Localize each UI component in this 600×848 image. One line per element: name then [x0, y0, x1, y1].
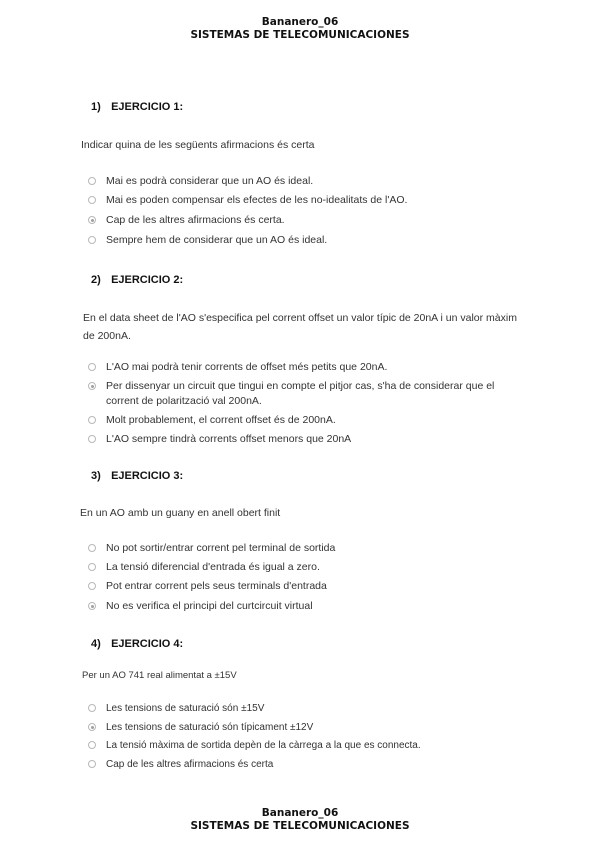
exercise-3-option-c[interactable]: Pot entrar corrent pels seus terminals d'entrada [88, 579, 528, 594]
radio-button[interactable] [88, 582, 96, 590]
radio-button-selected[interactable] [88, 382, 96, 390]
exercise-1-statement: Indicar quina de les següents afirmacions és certa [81, 139, 315, 151]
exercise-1-option-b[interactable]: Mai es poden compensar els efectes de les no-idealitats de l'AO. [88, 193, 528, 208]
exercise-3-option-a[interactable]: No pot sortir/entrar corrent pel terminal de sortida [88, 541, 528, 556]
radio-button[interactable] [88, 196, 96, 204]
radio-button[interactable] [88, 363, 96, 371]
exercise-2-statement: En el data sheet de l'AO s'especifica pel corrent offset un valor típic de 20nA i un valor màxim de 200nA. [83, 312, 517, 342]
radio-button-selected[interactable] [88, 723, 96, 731]
footer-subject: SISTEMAS DE TELECOMUNICACIONES [190, 820, 410, 832]
exercise-3-option-d[interactable]: No es verifica el principi del curtcircuit virtual [88, 599, 528, 614]
exercise-2-option-d[interactable]: L'AO sempre tindrà corrents offset menors que 20nA [88, 432, 528, 447]
header-subject: SISTEMAS DE TELECOMUNICACIONES [190, 29, 410, 41]
exercise-4-option-a[interactable]: Les tensions de saturació són ±15V [88, 701, 528, 716]
radio-button[interactable] [88, 236, 96, 244]
exercise-4-title: 4) EJERCICIO 4: [91, 638, 184, 650]
exercise-4-option-c[interactable]: La tensió màxima de sortida depèn de la càrrega a la que es connecta. [88, 738, 528, 753]
radio-button[interactable] [88, 435, 96, 443]
radio-button[interactable] [88, 563, 96, 571]
radio-button[interactable] [88, 760, 96, 768]
radio-button[interactable] [88, 416, 96, 424]
radio-button[interactable] [88, 704, 96, 712]
header-author: Bananero_06 [261, 16, 339, 28]
exercise-1-option-a[interactable]: Mai es podrà considerar que un AO és ideal. [88, 174, 528, 189]
exercise-3-title: 3) EJERCICIO 3: [91, 470, 184, 482]
radio-button-selected[interactable] [88, 602, 96, 610]
exercise-1-title: 1) EJERCICIO 1: [91, 101, 184, 113]
exercise-4-option-d[interactable]: Cap de les altres afirmacions és certa [88, 757, 528, 772]
exercise-1-option-d[interactable]: Sempre hem de considerar que un AO és ideal. [88, 233, 528, 248]
page-header [0, 16, 600, 42]
radio-button-selected[interactable] [88, 216, 96, 224]
exercise-2-title: 2) EJERCICIO 2: [91, 274, 184, 286]
exercise-3-option-b[interactable]: La tensió diferencial d'entrada és igual a zero. [88, 560, 528, 575]
exercise-2-option-b[interactable]: Per dissenyar un circuit que tingui en compte el pitjor cas, s'ha de considerar que el corrent de polarització val 200nA. [88, 379, 528, 409]
page-footer [0, 807, 600, 833]
exercise-3-statement: En un AO amb un guany en anell obert finit [80, 507, 281, 519]
exercise-1-option-c[interactable]: Cap de les altres afirmacions és certa. [88, 213, 528, 228]
exercise-2-option-a[interactable]: L'AO mai podrà tenir corrents de offset més petits que 20nA. [88, 360, 528, 375]
exercise-2-option-c[interactable]: Molt probablement, el corrent offset és de 200nA. [88, 413, 528, 428]
radio-button[interactable] [88, 177, 96, 185]
exercise-4-statement: Per un AO 741 real alimentat a ±15V [82, 670, 237, 681]
radio-button[interactable] [88, 741, 96, 749]
radio-button[interactable] [88, 544, 96, 552]
exercise-4-option-b[interactable]: Les tensions de saturació són típicament ±12V [88, 720, 528, 735]
footer-author: Bananero_06 [261, 807, 339, 819]
